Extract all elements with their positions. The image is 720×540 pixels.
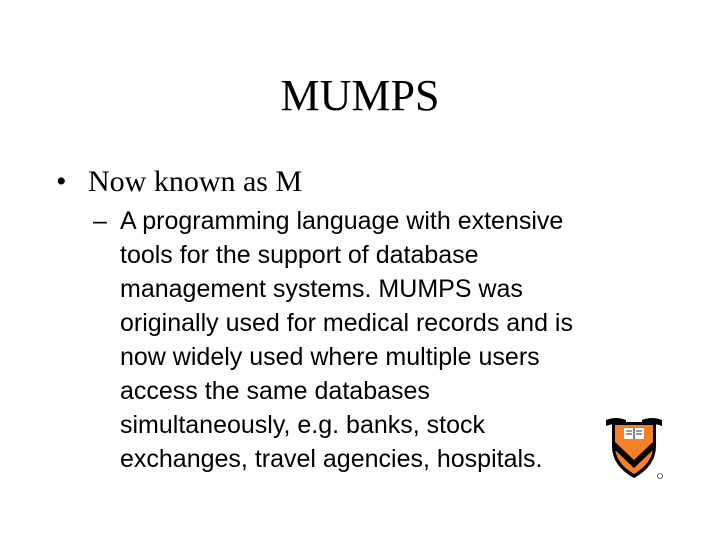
slide-title: MUMPS (280, 71, 440, 120)
sub-bullet-line-3: management systems. MUMPS was (120, 275, 523, 303)
sub-bullet-line-6: access the same databases (120, 377, 430, 405)
sub-bullet-line-7: simultaneously, e.g. banks, stock (120, 411, 485, 439)
registered-mark-icon (658, 474, 663, 479)
princeton-shield-icon (604, 416, 664, 480)
bullet-item (56, 164, 302, 200)
sub-bullet-line-1: A programming language with extensive (120, 207, 564, 235)
sub-bullet-line-2: tools for the support of database (120, 241, 479, 269)
sub-bullet-line-4: originally used for medical records and is (120, 309, 573, 337)
bullet-marker: • (56, 165, 67, 198)
sub-bullet-line-8: exchanges, travel agencies, hospitals. (120, 445, 543, 473)
bullet-text: Now known as M (88, 165, 303, 198)
sub-bullet (93, 204, 633, 476)
sub-bullet-line-5: now widely used where multiple users (120, 343, 540, 371)
sub-bullet-marker: – (93, 207, 107, 235)
